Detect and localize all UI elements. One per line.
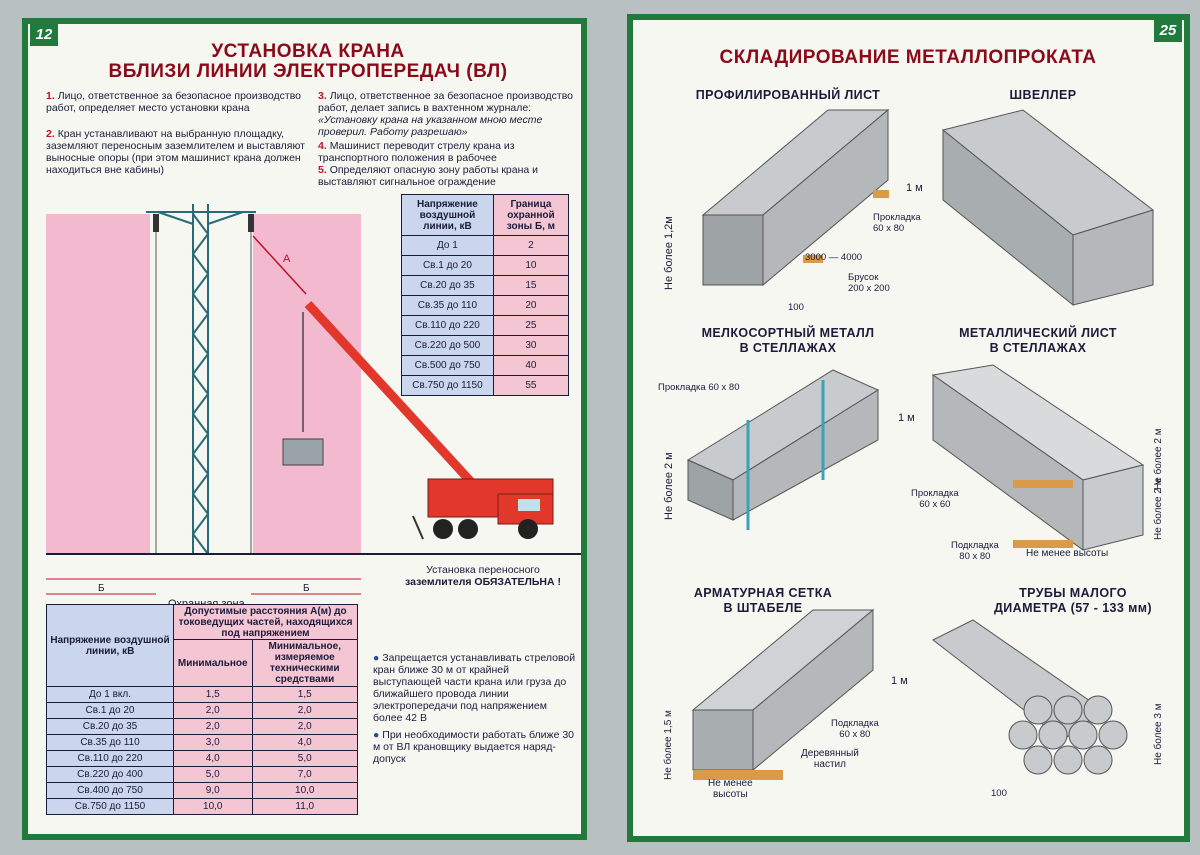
zone-table <box>401 194 569 396</box>
step-4 <box>318 140 573 164</box>
table-row: Св.20 до 35 2,0 2,0 <box>47 719 358 735</box>
table-row: Св.110 до 220 25 <box>402 316 569 336</box>
label-1m-top: 1 м <box>906 182 923 194</box>
b-label-left: Б <box>98 583 105 594</box>
step-number: 1. <box>46 90 55 102</box>
label-sub-60x80: Подкладка 60 х 80 <box>831 718 879 740</box>
table-row: Св.35 до 110 20 <box>402 296 569 316</box>
step-text: Лицо, ответственное за безопасное производство работ, делает запись в вахтенном журнале: <box>318 90 574 114</box>
step-text: Определяют опасную зону работы крана и выставляют сигнальное ограждение <box>318 164 539 188</box>
step-text: Машинист переводит стрелу крана из транспортного положения в рабочее <box>318 140 515 164</box>
label-3000-4000: 3000 — 4000 <box>805 252 863 263</box>
note-1: ● Запрещается устанавливать стреловой кран ближе 30 м от крайней выступающей части крана или груза до ближайшего провода линии электропередачи под напряжением более 42 В <box>373 652 576 724</box>
section-metal-sheet: МЕТАЛЛИЧЕСКИЙ ЛИСТ В СТЕЛЛАЖАХ <box>959 326 1117 355</box>
label-pad-60x80: Прокладка 60 х 80 <box>873 212 921 234</box>
step-text: Кран устанавливают на выбранную площадку, заземляют переносным заземлителем и выставляют выносные опоры (при этом машинист крана должен находиться вне кабины) <box>46 128 305 176</box>
table-row: Св.220 до 400 5,0 7,0 <box>47 767 358 783</box>
grounding-note: Установка переносного заземлителя ОБЯЗАТЕЛЬНА ! <box>405 564 561 588</box>
zone-header-voltage: Напряжение воздушной линии, кВ <box>402 195 494 236</box>
label-max-2m-left: Не более 2 м <box>663 452 675 520</box>
label-max-1-5m: Не более 1,5 м <box>663 710 674 780</box>
step-1 <box>46 90 308 114</box>
label-max-1-2m: Не более 1,2м <box>663 216 675 290</box>
step-number: 4. <box>318 140 327 152</box>
right-page <box>627 14 1190 842</box>
step-number: 3. <box>318 90 327 102</box>
dist-header-voltage: Напряжение воздушной линии, кВ <box>47 605 174 687</box>
page-number: 12 <box>30 24 58 46</box>
table-row: Св.110 до 220 4,0 5,0 <box>47 751 358 767</box>
label-bar: Брусок 200 х 200 <box>848 272 890 294</box>
table-row: Св.1 до 20 2,0 2,0 <box>47 703 358 719</box>
bullet-icon: ● <box>373 652 380 664</box>
metal-sheet-rack <box>933 365 1143 550</box>
table-row: Св.400 до 750 9,0 10,0 <box>47 783 358 799</box>
step-2 <box>46 128 308 176</box>
page-title: СКЛАДИРОВАНИЕ МЕТАЛЛОПРОКАТА <box>719 47 1097 68</box>
label-pad-60x60: Прокладка 60 х 60 <box>911 488 959 510</box>
step-number: 2. <box>46 128 55 140</box>
title-line-2: ВБЛИЗИ ЛИНИИ ЭЛЕКТРОПЕРЕДАЧ (ВЛ) <box>108 61 508 82</box>
section-mesh: АРМАТУРНАЯ СЕТКА В ШТАБЕЛЕ <box>693 586 833 615</box>
zone-table-body <box>402 236 569 396</box>
journal-quote: «Установку крана на указанном мною месте проверил. Работу разрешаю» <box>318 114 543 138</box>
section-small-metal: МЕЛКОСОРТНЫЙ МЕТАЛЛ В СТЕЛЛАЖАХ <box>701 326 875 355</box>
label-not-less-height: Не менее высоты <box>1026 548 1109 559</box>
label-1m-mid: 1 м <box>898 412 915 424</box>
step-5 <box>318 164 573 188</box>
step-text: Лицо, ответственное за безопасное производство работ, определяет место установки крана <box>46 90 302 114</box>
page-title <box>88 42 528 82</box>
protection-zone-left <box>46 214 150 554</box>
label-100-top: 100 <box>788 302 804 313</box>
table-row: Св.1 до 20 10 <box>402 256 569 276</box>
table-row: Св.750 до 1150 55 <box>402 376 569 396</box>
table-row: Св.750 до 1150 10,0 11,0 <box>47 799 358 815</box>
table-row: До 1 2 <box>402 236 569 256</box>
dist-header-min: Минимальное <box>174 640 253 687</box>
dist-header-allowed: Допустимые расстояния А(м) до токоведущих частей, находящихся под напряжением <box>174 605 358 640</box>
page-number: 25 <box>1154 20 1182 42</box>
section-profiled-sheet: ПРОФИЛИРОВАННЫЙ ЛИСТ <box>695 88 881 102</box>
power-tower <box>146 204 256 554</box>
label-not-less: Не менее высоты <box>708 778 753 800</box>
protection-zone-right <box>253 214 361 554</box>
distance-table <box>46 604 358 815</box>
label-max-2m-right-bottom: Не более 2 м <box>1153 478 1164 540</box>
table-row: Св.20 до 35 15 <box>402 276 569 296</box>
table-row: До 1 вкл. 1,5 1,5 <box>47 687 358 703</box>
left-page <box>22 18 587 840</box>
section-channel: ШВЕЛЛЕР <box>1009 88 1077 102</box>
distance-a-label: А <box>283 253 291 265</box>
zone-header-border: Граница охранной зоны Б, м <box>493 195 568 236</box>
table-row: Св.35 до 110 3,0 4,0 <box>47 735 358 751</box>
table-row: Св.500 до 750 40 <box>402 356 569 376</box>
bullet-icon: ● <box>373 729 380 741</box>
pipes-bundle <box>933 620 1127 774</box>
label-100-bottom: 100 <box>991 788 1007 799</box>
channel-stack <box>943 110 1153 305</box>
label-max-2m-right-top: Не более 2 м <box>1153 428 1164 490</box>
step-3 <box>318 90 573 138</box>
label-wooden-floor: Деревянный настил <box>801 748 859 770</box>
storage-drawings <box>633 20 1184 836</box>
label-sub-80x80: Подкладка 80 х 80 <box>951 540 999 562</box>
b-label-right: Б <box>303 583 310 594</box>
step-number: 5. <box>318 164 327 176</box>
small-metal-rack <box>688 370 878 530</box>
crane-truck <box>413 479 553 539</box>
section-pipes: ТРУБЫ МАЛОГО ДИАМЕТРА (57 - 133 мм) <box>993 586 1152 615</box>
label-1m-bottom: 1 м <box>891 675 908 687</box>
label-pad-60x80-b: Прокладка 60 х 80 <box>658 382 740 393</box>
note-2: ● При необходимости работать ближе 30 м от ВЛ крановщику выдается наряд-допуск <box>373 729 575 765</box>
crane-load <box>283 439 323 465</box>
label-max-3m: Не более 3 м <box>1153 703 1164 765</box>
dist-header-measured: Минимальное, измеряемое техническими средствами <box>252 640 358 687</box>
title-line-1: УСТАНОВКА КРАНА <box>211 41 405 62</box>
table-row: Св.220 до 500 30 <box>402 336 569 356</box>
